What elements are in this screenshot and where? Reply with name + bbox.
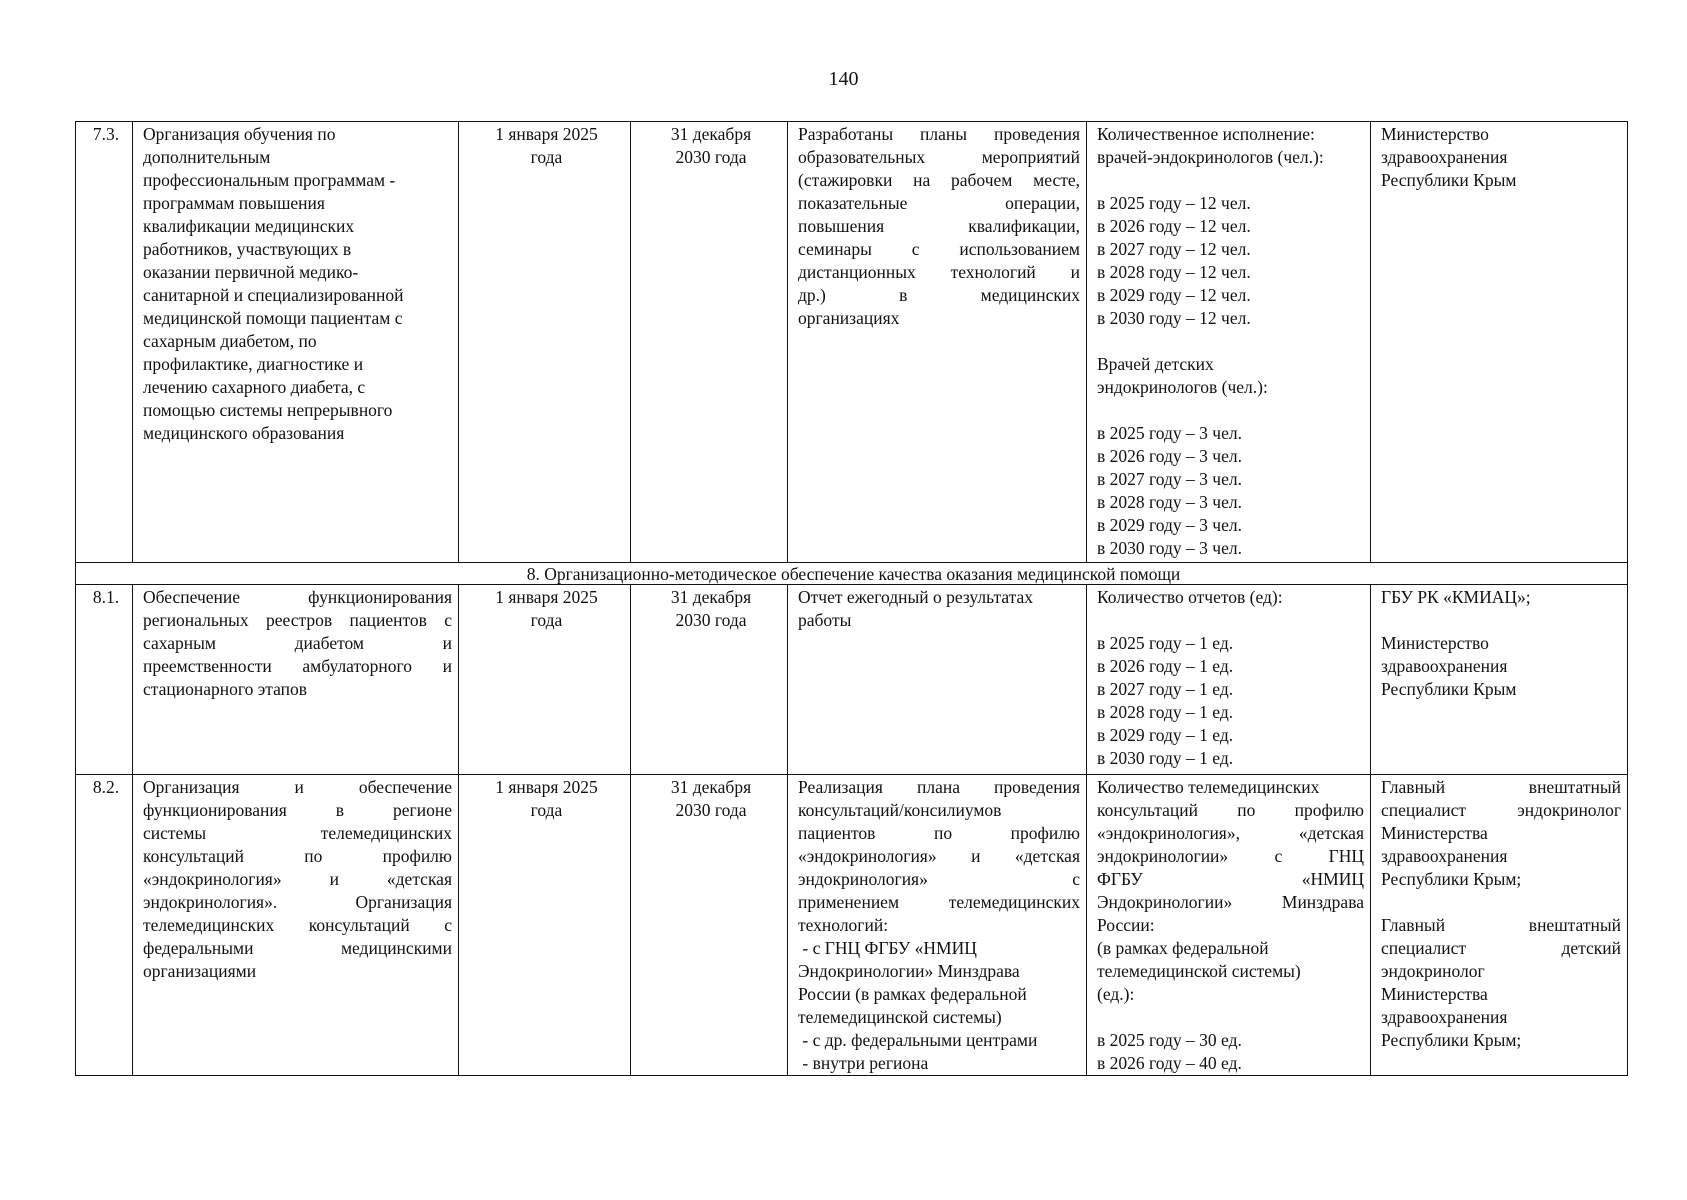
- row-number: 8.1.: [76, 585, 133, 775]
- indicator-cell: [1087, 775, 1371, 1076]
- activity-cell: [133, 122, 459, 563]
- text-line: России:: [1097, 915, 1155, 935]
- text-line: Министерство: [1381, 633, 1489, 653]
- result-cell: [788, 585, 1087, 775]
- text-line: стационарного этапов: [143, 679, 308, 699]
- text-line: системы телемедицинских: [143, 823, 452, 843]
- text-line: Министерства: [1381, 984, 1488, 1004]
- text-line: Количественное исполнение:: [1097, 124, 1315, 144]
- text-line: дистанционных технологий и: [798, 262, 1080, 282]
- text-line: - внутри региона: [798, 1053, 929, 1073]
- text-line: помощью системы непрерывного: [143, 400, 393, 420]
- text-line: специалист эндокринолог: [1381, 800, 1621, 820]
- text-line: консультаций/консилиумов: [798, 800, 1002, 820]
- text-line: работы: [798, 610, 852, 630]
- text-line: в 2027 году – 3 чел.: [1097, 469, 1242, 489]
- text-line: здравоохранения: [1381, 147, 1508, 167]
- text-line: в 2025 году – 1 ед.: [1097, 633, 1234, 653]
- text-line: ГБУ РК «КМИАЦ»;: [1381, 587, 1531, 607]
- table-row-7-3: [76, 122, 1628, 563]
- text-line: Республики Крым;: [1381, 869, 1522, 889]
- text-line: сахарным диабетом и: [143, 633, 452, 653]
- table-row-8-2: [76, 775, 1628, 1076]
- text-line: телемедицинской системы): [1097, 961, 1301, 981]
- responsible-cell: [1371, 775, 1628, 1076]
- text-line: региональных реестров пациентов с: [143, 610, 452, 630]
- text-line: Республики Крым;: [1381, 1030, 1522, 1050]
- text-line: в 2028 году – 3 чел.: [1097, 492, 1242, 512]
- text-line: семинары с использованием: [798, 239, 1080, 259]
- text-line: в 2029 году – 12 чел.: [1097, 285, 1251, 305]
- section-title: 8. Организационно-методическое обеспечение качества оказания медицинской помощи: [76, 563, 1628, 585]
- text-line: здравоохранения: [1381, 846, 1508, 866]
- text-line: в 2030 году – 3 чел.: [1097, 538, 1242, 558]
- blank-line: [1097, 330, 1364, 353]
- text-line: (стажировки на рабочем месте,: [798, 170, 1080, 190]
- end-date-line: 2030 года: [675, 800, 747, 820]
- text-line: профессиональным программам -: [143, 170, 396, 190]
- blank-line: [1381, 891, 1621, 914]
- text-line: образовательных мероприятий: [798, 147, 1080, 167]
- text-line: (в рамках федеральной: [1097, 938, 1269, 958]
- result-cell: [788, 775, 1087, 1076]
- text-line: повышения квалификации,: [798, 216, 1080, 236]
- text-line: в 2030 году – 1 ед.: [1097, 748, 1234, 768]
- blank-line: [1097, 1006, 1364, 1029]
- text-line: Количество телемедицинских: [1097, 777, 1320, 797]
- text-line: «эндокринология» и «детская: [143, 869, 452, 889]
- table-row-8-1: [76, 585, 1628, 775]
- blank-line: [1381, 609, 1621, 632]
- text-line: в 2025 году – 12 чел.: [1097, 193, 1251, 213]
- text-line: России (в рамках федеральной: [798, 984, 1027, 1004]
- text-line: организациях: [798, 308, 900, 328]
- text-line: медицинской помощи пациентам с: [143, 308, 403, 328]
- end-date-line: 2030 года: [675, 610, 747, 630]
- text-line: эндокринология». Организация: [143, 892, 452, 912]
- text-line: в 2025 году – 3 чел.: [1097, 423, 1242, 443]
- text-line: в 2026 году – 1 ед.: [1097, 656, 1234, 676]
- text-line: показательные операции,: [798, 193, 1080, 213]
- text-line: преемственности амбулаторного и: [143, 656, 452, 676]
- text-line: в 2027 году – 12 чел.: [1097, 239, 1251, 259]
- text-line: в 2027 году – 1 ед.: [1097, 679, 1234, 699]
- text-line: здравоохранения: [1381, 656, 1508, 676]
- text-line: Отчет ежегодный о результатах: [798, 587, 1034, 607]
- text-line: Эндокринологии» Минздрава: [798, 961, 1020, 981]
- text-line: в 2028 году – 1 ед.: [1097, 702, 1234, 722]
- text-line: в 2029 году – 1 ед.: [1097, 725, 1234, 745]
- text-line: др.) в медицинских: [798, 285, 1080, 305]
- blank-line: [1097, 609, 1364, 632]
- text-line: санитарной и специализированной: [143, 285, 404, 305]
- activity-cell: [133, 585, 459, 775]
- responsible-cell: [1371, 585, 1628, 775]
- start-date-line: года: [530, 147, 563, 167]
- text-line: консультаций по профилю: [143, 846, 452, 866]
- text-line: Врачей детских: [1097, 354, 1214, 374]
- end-date-cell: [631, 585, 788, 775]
- text-line: Министерства: [1381, 823, 1488, 843]
- text-line: Разработаны планы проведения: [798, 124, 1080, 144]
- start-date-line: года: [530, 800, 563, 820]
- text-line: лечению сахарного диабета, с: [143, 377, 366, 397]
- end-date-line: 2030 года: [675, 147, 747, 167]
- end-date-cell: [631, 775, 788, 1076]
- text-line: в 2028 году – 12 чел.: [1097, 262, 1251, 282]
- text-line: пациентов по профилю: [798, 823, 1080, 843]
- text-line: квалификации медицинских: [143, 216, 355, 236]
- activities-table: [75, 121, 1628, 1076]
- row-number: 8.2.: [76, 775, 133, 1076]
- text-line: Организация и обеспечение: [143, 777, 452, 797]
- text-line: эндокринолог: [1381, 961, 1485, 981]
- text-line: - с ГНЦ ФГБУ «НМИЦ: [798, 938, 977, 958]
- text-line: специалист детский: [1381, 938, 1621, 958]
- page-number: 140: [828, 68, 859, 90]
- text-line: Республики Крым: [1381, 679, 1517, 699]
- row-number: 7.3.: [76, 122, 133, 563]
- text-line: телемедицинских консультаций с: [143, 915, 452, 935]
- text-line: применением телемедицинских: [798, 892, 1080, 912]
- start-date-line: 1 января 2025: [495, 587, 598, 607]
- start-date-cell: [459, 122, 631, 563]
- text-line: Организация обучения по: [143, 124, 336, 144]
- text-line: технологий:: [798, 915, 889, 935]
- text-line: Главный внештатный: [1381, 915, 1621, 935]
- text-line: эндокринологов (чел.):: [1097, 377, 1268, 397]
- end-date-line: 31 декабря: [670, 124, 752, 144]
- text-line: Республики Крым: [1381, 170, 1517, 190]
- text-line: Реализация плана проведения: [798, 777, 1080, 797]
- text-line: программам повышения: [143, 193, 325, 213]
- result-cell: [788, 122, 1087, 563]
- text-line: оказании первичной медико-: [143, 262, 359, 282]
- text-line: в 2030 году – 12 чел.: [1097, 308, 1251, 328]
- text-line: Обеспечение функционирования: [143, 587, 452, 607]
- text-line: федеральными медицинскими: [143, 938, 452, 958]
- start-date-line: 1 января 2025: [495, 124, 598, 144]
- text-line: функционирования в регионе: [143, 800, 452, 820]
- text-line: «эндокринология», «детская: [1097, 823, 1364, 843]
- text-line: Главный внештатный: [1381, 777, 1621, 797]
- start-date-line: года: [530, 610, 563, 630]
- end-date-line: 31 декабря: [670, 777, 752, 797]
- end-date-cell: [631, 122, 788, 563]
- text-line: врачей-эндокринологов (чел.):: [1097, 147, 1324, 167]
- indicator-cell: [1087, 585, 1371, 775]
- start-date-cell: [459, 775, 631, 1076]
- text-line: сахарным диабетом, по: [143, 331, 317, 351]
- text-line: «эндокринология» и «детская: [798, 846, 1080, 866]
- text-line: здравоохранения: [1381, 1007, 1508, 1027]
- section-header-row: [76, 563, 1628, 585]
- text-line: дополнительным: [143, 147, 271, 167]
- text-line: (ед.):: [1097, 984, 1135, 1004]
- indicator-cell: [1087, 122, 1371, 563]
- end-date-line: 31 декабря: [670, 587, 752, 607]
- text-line: эндокринологии» с ГНЦ: [1097, 846, 1364, 866]
- responsible-cell: [1371, 122, 1628, 563]
- blank-line: [1097, 399, 1364, 422]
- text-line: в 2026 году – 40 ед.: [1097, 1053, 1242, 1073]
- text-line: организациями: [143, 961, 257, 981]
- text-line: Эндокринологии» Минздрава: [1097, 892, 1364, 912]
- text-line: ФГБУ «НМИЦ: [1097, 869, 1364, 889]
- text-line: - с др. федеральными центрами: [798, 1030, 1038, 1050]
- text-line: эндокринология» с: [798, 869, 1080, 889]
- text-line: консультаций по профилю: [1097, 800, 1364, 820]
- text-line: медицинского образования: [143, 423, 345, 443]
- text-line: в 2025 году – 30 ед.: [1097, 1030, 1242, 1050]
- text-line: в 2029 году – 3 чел.: [1097, 515, 1242, 535]
- start-date-cell: [459, 585, 631, 775]
- blank-line: [1097, 169, 1364, 192]
- text-line: работников, участвующих в: [143, 239, 352, 259]
- text-line: Министерство: [1381, 124, 1489, 144]
- text-line: в 2026 году – 12 чел.: [1097, 216, 1251, 236]
- text-line: телемедицинской системы): [798, 1007, 1002, 1027]
- text-line: в 2026 году – 3 чел.: [1097, 446, 1242, 466]
- start-date-line: 1 января 2025: [495, 777, 598, 797]
- text-line: Количество отчетов (ед):: [1097, 587, 1283, 607]
- activity-cell: [133, 775, 459, 1076]
- text-line: профилактике, диагностике и: [143, 354, 364, 374]
